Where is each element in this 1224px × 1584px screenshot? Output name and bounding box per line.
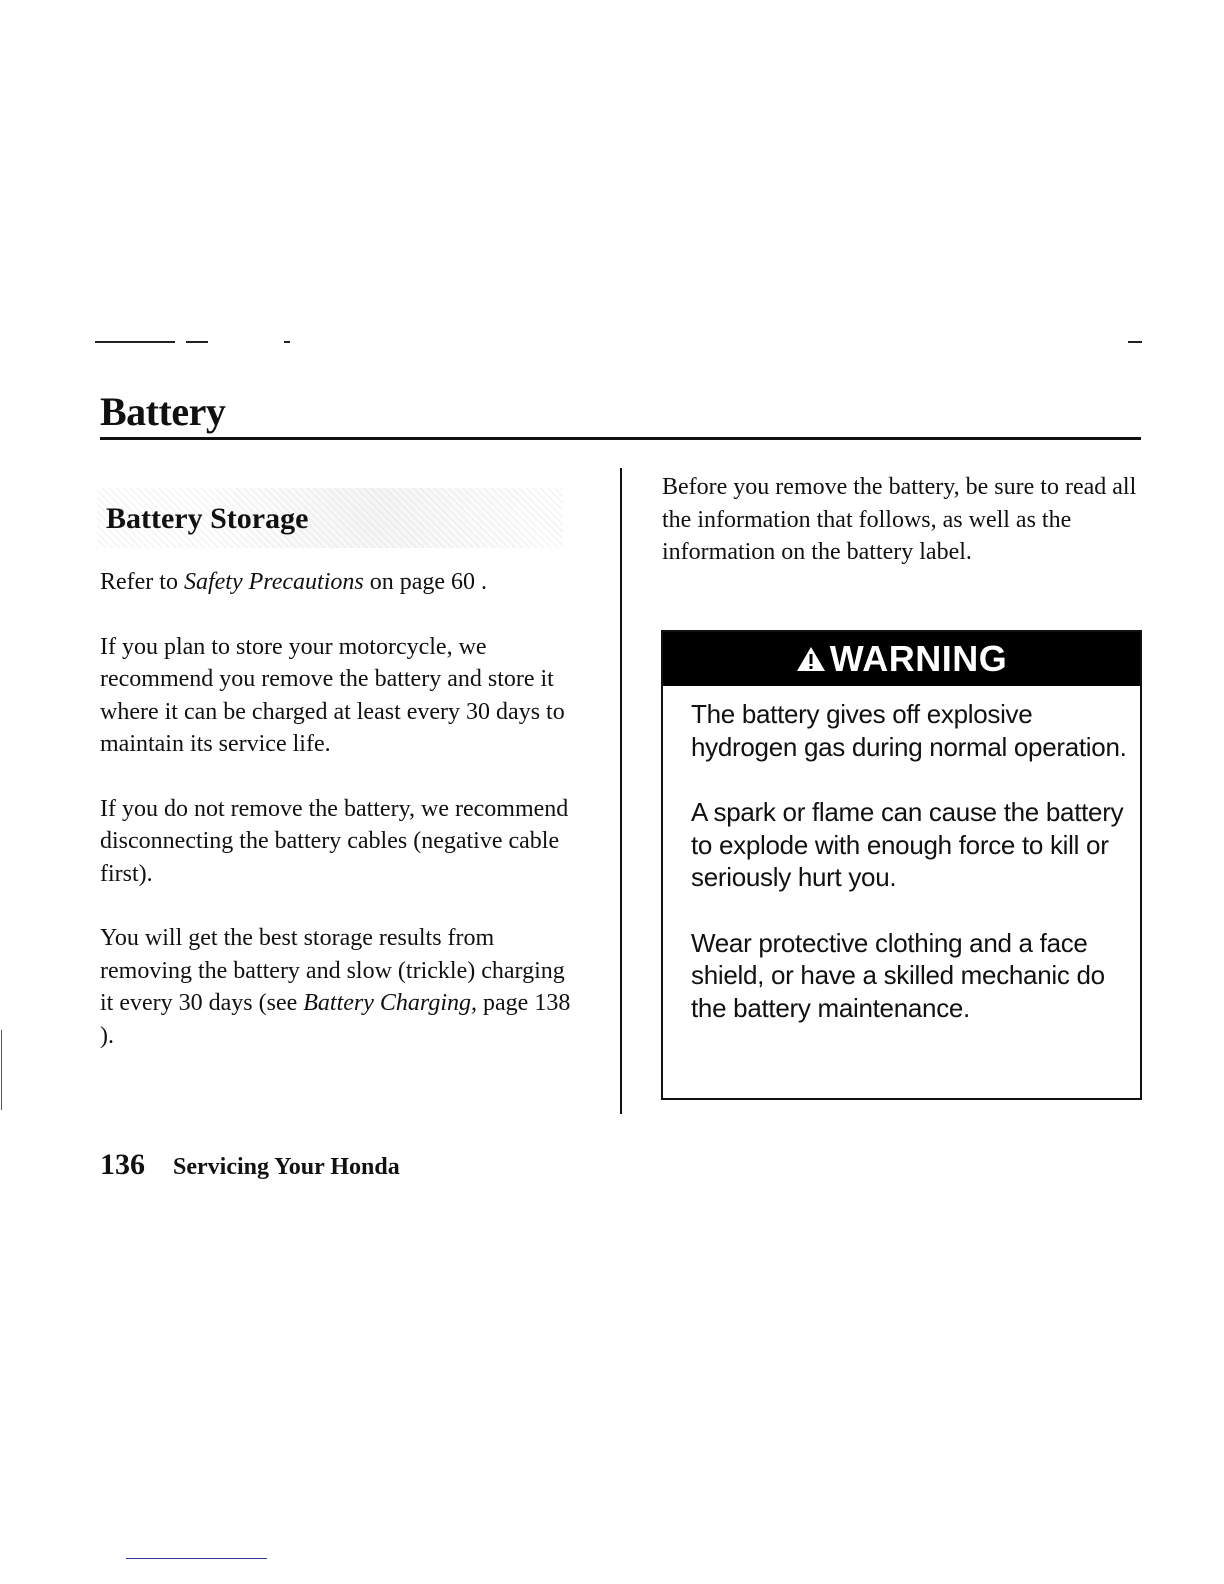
safety-precautions-reference: Safety Precautions bbox=[183, 569, 364, 595]
page-number: 136 bbox=[100, 1148, 145, 1181]
footer-section-name: Servicing Your Honda bbox=[173, 1154, 400, 1180]
section-heading-text: Battery Storage bbox=[106, 502, 309, 535]
warning-title: WARNING bbox=[829, 638, 1008, 679]
safety-reference-paragraph bbox=[100, 566, 580, 599]
bottom-rule bbox=[126, 1558, 267, 1559]
warning-header bbox=[663, 632, 1140, 686]
text: Refer to bbox=[100, 569, 184, 595]
scan-mark bbox=[186, 341, 208, 343]
scan-mark bbox=[284, 341, 290, 343]
intro-paragraph: Before you remove the battery, be sure to read all the information that follows, as well as the information on the battery label. bbox=[662, 474, 1137, 565]
storage-paragraph: If you plan to store your motorcycle, we recommend you remove the battery and store it where it can be charged at least every 30 days to maintain its service life. bbox=[100, 633, 565, 757]
left-column bbox=[100, 566, 580, 1084]
scan-mark bbox=[95, 341, 175, 343]
battery-charging-reference: Battery Charging, bbox=[303, 990, 478, 1016]
title-rule bbox=[100, 437, 1141, 440]
page-footer bbox=[100, 1148, 400, 1182]
disconnect-paragraph: If you do not remove the battery, we recommend disconnecting the battery cables (negative cable first). bbox=[100, 795, 569, 887]
warning-box bbox=[661, 630, 1142, 1100]
section-heading bbox=[97, 488, 563, 548]
page-title: Battery bbox=[100, 389, 226, 434]
text: on page 60 . bbox=[363, 569, 488, 595]
column-divider bbox=[620, 468, 622, 1114]
warning-body bbox=[663, 686, 1140, 1024]
warning-paragraph: Wear protective clothing and a face shield, or have a skilled mechanic do the battery maintenance. bbox=[691, 927, 1105, 1023]
warning-triangle-icon bbox=[796, 645, 826, 673]
scan-mark bbox=[1128, 341, 1142, 343]
warning-paragraph: The battery gives off explosive hydrogen gas during normal operation. bbox=[691, 699, 1127, 762]
trickle-charge-paragraph bbox=[100, 922, 580, 1052]
warning-paragraph: A spark or flame can cause the battery to explode with enough force to kill or seriously hurt you. bbox=[691, 797, 1124, 892]
scan-edge-mark bbox=[1, 1030, 2, 1110]
text: You will get the best storage results from removing the battery and slow (trickle) charging it every 30 days (see bbox=[100, 925, 565, 1016]
text: page 138 ). bbox=[100, 990, 571, 1049]
